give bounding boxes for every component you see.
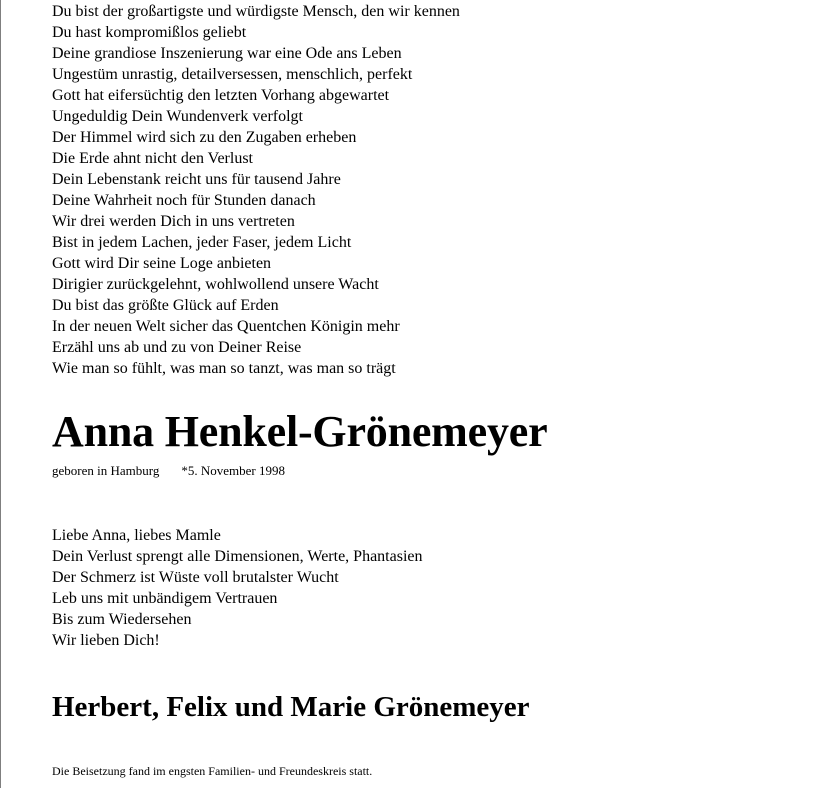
poem-line: Ungeduldig Dein Wundenverk verfolgt — [52, 108, 303, 125]
poem-line: Du hast kompromißlos geliebt — [52, 24, 247, 41]
poem-line: Du bist der großartigste und würdigste Mensch, den wir kennen — [52, 3, 460, 20]
poem-line: Wie man so fühlt, was man so tanzt, was man so trägt — [52, 360, 396, 377]
poem-line: Gott hat eifersüchtig den letzten Vorhang abgewartet — [52, 87, 390, 104]
message-line: Wir lieben Dich! — [52, 632, 160, 649]
message-line: Bis zum Wiedersehen — [52, 611, 192, 628]
poem-line: Wir drei werden Dich in uns vertreten — [52, 213, 295, 230]
poem-line: Deine Wahrheit noch für Stunden danach — [52, 192, 316, 209]
burial-note: Die Beisetzung fand im engsten Familien- und Freundeskreis statt. — [52, 764, 373, 778]
poem-line: Die Erde ahnt nicht den Verlust — [52, 150, 253, 167]
poem-line: Ungestüm unrastig, detailversessen, menschlich, perfekt — [52, 66, 413, 83]
personal-message — [52, 525, 792, 651]
poem-line: Deine grandiose Inszenierung war eine Ode ans Leben — [52, 45, 402, 62]
poem-line: In der neuen Welt sicher das Quentchen Königin mehr — [52, 318, 400, 335]
poem-line: Dirigier zurückgelehnt, wohlwollend unsere Wacht — [52, 276, 379, 293]
birthdate: *5. November 1998 — [181, 463, 285, 478]
page-left-border — [0, 0, 1, 788]
poem — [52, 0, 792, 379]
poem-line: Erzähl uns ab und zu von Deiner Reise — [52, 339, 302, 356]
message-line: Der Schmerz ist Wüste voll brutalster Wucht — [52, 569, 339, 586]
family-names: Herbert, Felix und Marie Grönemeyer — [52, 691, 530, 723]
deceased-name: Anna Henkel-Grönemeyer — [52, 407, 548, 456]
poem-line: Gott wird Dir seine Loge anbieten — [52, 255, 272, 272]
poem-line: Bist in jedem Lachen, jeder Faser, jedem Licht — [52, 234, 352, 251]
message-line: Liebe Anna, liebes Mamle — [52, 527, 221, 544]
poem-line: Der Himmel wird sich zu den Zugaben erheben — [52, 129, 357, 146]
birthplace: geboren in Hamburg — [52, 463, 160, 478]
poem-line: Du bist das größte Glück auf Erden — [52, 297, 279, 314]
poem-line: Dein Lebenstank reicht uns für tausend Jahre — [52, 171, 341, 188]
message-line: Dein Verlust sprengt alle Dimensionen, Werte, Phantasien — [52, 548, 423, 565]
message-line: Leb uns mit unbändigem Vertrauen — [52, 590, 278, 607]
obituary-document — [52, 0, 792, 779]
birth-info — [52, 463, 792, 479]
